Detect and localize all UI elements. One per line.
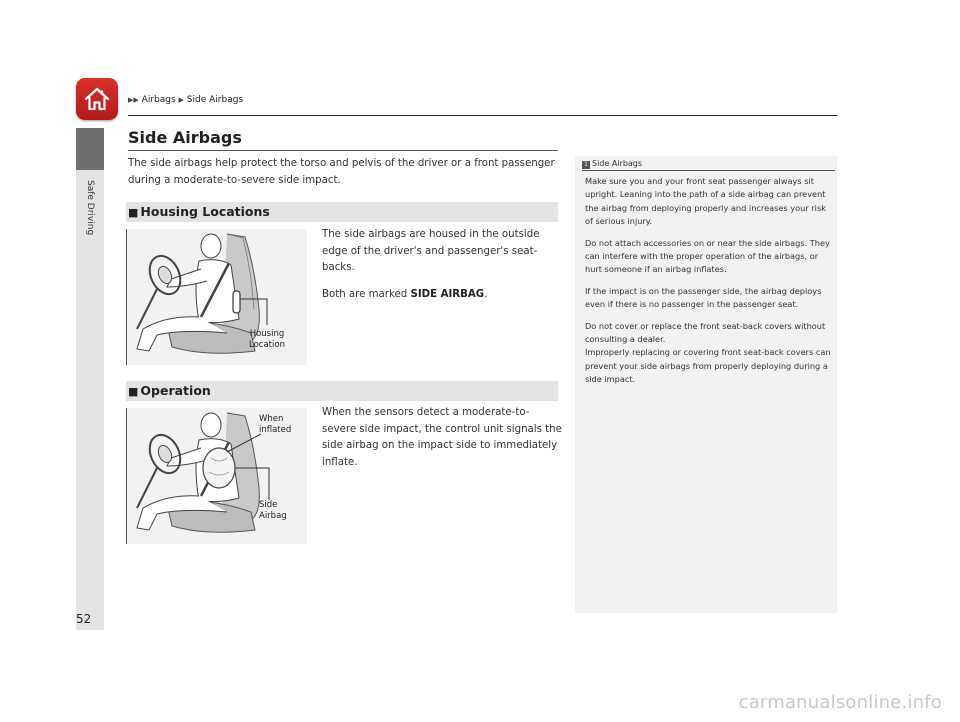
- page-number: 52: [76, 612, 92, 626]
- section-heading-operation: ■ Operation: [126, 381, 558, 401]
- figure-housing-location: [126, 229, 307, 365]
- figure-label-housing-location: Housing Location: [249, 329, 285, 350]
- intro-paragraph: The side airbags help protect the torso and pelvis of the driver or a front passenger during a moderate-to-severe side impact.: [128, 158, 555, 186]
- housing-marking-note: Both are marked SIDE AIRBAG.: [322, 288, 488, 300]
- header-divider: [128, 115, 837, 116]
- chapter-tab-label: Safe Driving: [85, 180, 95, 236]
- sidebar-heading: 1 Side Airbags: [582, 159, 642, 169]
- sidebar-paragraph: If the impact is on the passenger side, the airbag deploys even if there is no passenger in the passenger seat.: [585, 285, 822, 310]
- section-heading-housing-locations: ■ Housing Locations: [126, 202, 558, 222]
- breadcrumb-item-side-airbags[interactable]: Side Airbags: [186, 95, 244, 105]
- breadcrumb-item-airbags[interactable]: Airbags: [141, 95, 176, 105]
- home-icon: [83, 85, 111, 113]
- sidebar-paragraph: Do not attach accessories on or near the side airbags. They can interfere with the proper operation of the airbags, or hurt someone if an airbag inflates.: [585, 237, 830, 275]
- page-title: Side Airbags: [128, 128, 242, 147]
- figure-operation: [126, 408, 307, 544]
- breadcrumb: [128, 95, 243, 105]
- chapter-tab-marker: [76, 128, 104, 170]
- home-button[interactable]: [76, 78, 118, 120]
- figure-label-when-inflated: When inflated: [259, 414, 292, 435]
- sidebar-note: [575, 156, 837, 613]
- note-icon: 1: [582, 161, 590, 169]
- breadcrumb-arrow-icon: ▶▶: [128, 96, 139, 104]
- sidebar-body: [585, 175, 831, 395]
- square-bullet-icon: ■: [128, 385, 139, 398]
- sidebar-paragraph: Make sure you and your front seat passenger always sit upright. Leaning into the path of a side airbag can prevent the airbag from deploying properly and increases your risk of serious injury.: [585, 176, 826, 227]
- figure-label-side-airbag: Side Airbag: [259, 500, 287, 521]
- watermark: carmanualsonline.info: [738, 692, 942, 713]
- housing-description: The side airbags are housed in the outside edge of the driver's and passenger's seat-backs. Both are marked SIDE AIRBAG.: [322, 227, 554, 303]
- breadcrumb-arrow-icon: ▶: [178, 96, 184, 104]
- operation-description: When the sensors detect a moderate-to-severe side impact, the control unit signals the side airbag on the impact side to immediately inflate.: [322, 407, 562, 468]
- title-divider: [128, 150, 558, 151]
- sidebar-paragraph: Do not cover or replace the front seat-back covers without consulting a dealer. Improperly replacing or covering front seat-back covers can prevent your side airbags from properly deploying during a side impact.: [585, 320, 831, 385]
- square-bullet-icon: ■: [128, 206, 139, 219]
- side-airbag-marking: SIDE AIRBAG: [410, 288, 485, 300]
- sidebar-divider: [582, 170, 835, 171]
